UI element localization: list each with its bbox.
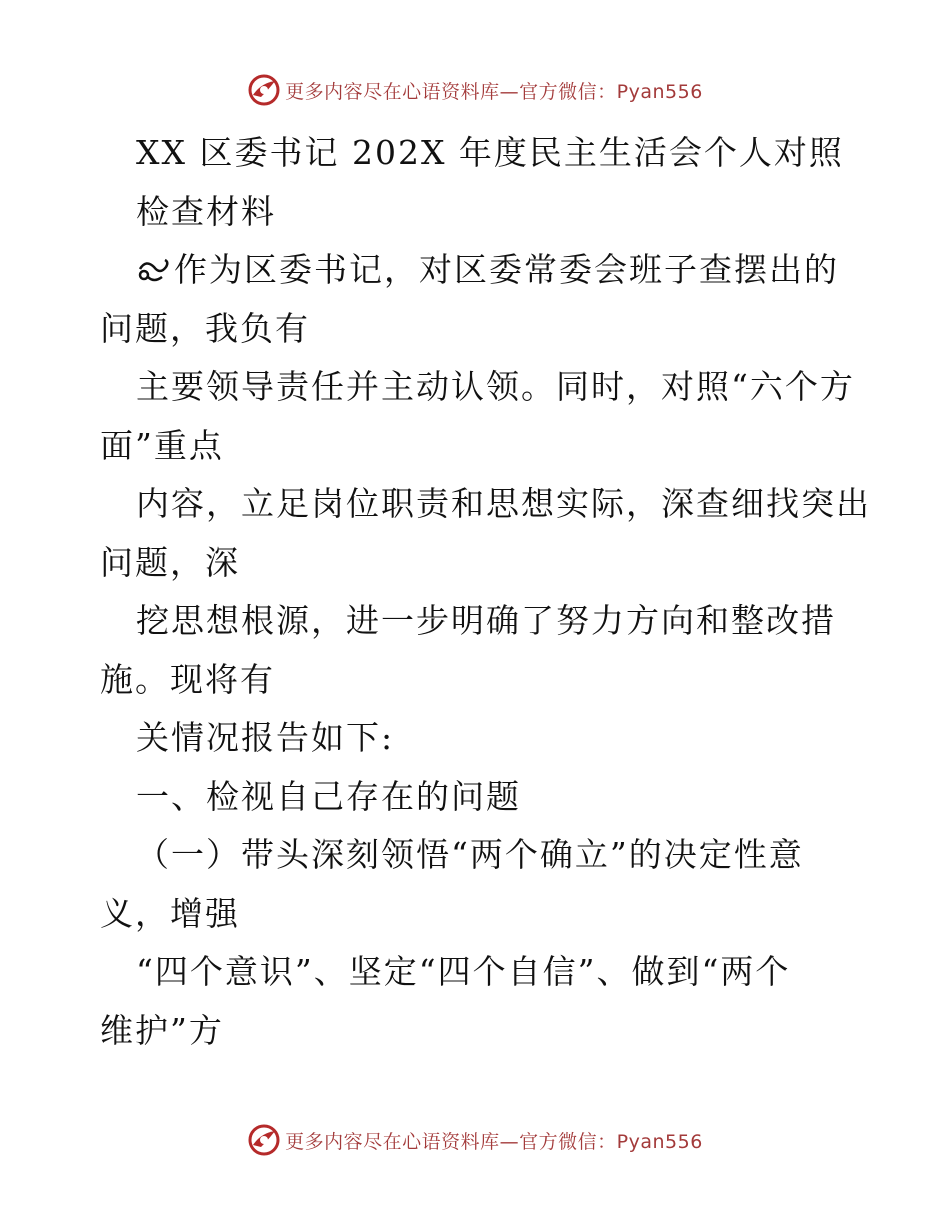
- ribbon-logo-icon: [247, 73, 281, 107]
- paragraph-text: 作为区委书记，对区委常委会班子查摆出的: [174, 250, 839, 289]
- footer-watermark-banner: [0, 1120, 950, 1160]
- document-body: [100, 124, 871, 1060]
- section-heading: 一、检视自己存在的问题: [136, 776, 521, 816]
- paragraph-line: [100, 241, 860, 300]
- document-title-line-1: XX 区委书记 202X 年度民主生活会个人对照: [136, 133, 844, 172]
- paragraph-line: 内容，立足岗位职责和思想实际，深查细找突出: [136, 484, 871, 523]
- paragraph-line: 问题，我负有: [100, 308, 310, 348]
- paragraph-line: 主要领导责任并主动认领。同时，对照“六个方: [136, 367, 855, 406]
- paragraph-line: “四个意识”、坚定“四个自信”、做到“两个: [136, 952, 791, 991]
- subsection-heading: （一）带头深刻领悟“两个确立”的决定性意: [136, 835, 804, 874]
- paragraph-line: 施。现将有: [100, 659, 275, 699]
- paragraph-line: 义，增强: [100, 893, 240, 933]
- header-watermark-banner: [0, 70, 950, 110]
- header-watermark-text: 更多内容尽在心语资料库—官方微信：Pyan556: [285, 80, 703, 103]
- paragraph-line: 关情况报告如下:: [136, 718, 395, 757]
- footer-watermark-text: 更多内容尽在心语资料库—官方微信：Pyan556: [285, 1130, 703, 1153]
- flourish-ornament-icon: [136, 255, 174, 285]
- paragraph-line: 面”重点: [100, 425, 224, 465]
- document-title-line-2: 检查材料: [136, 191, 276, 231]
- paragraph-line: 挖思想根源，进一步明确了努力方向和整改措: [136, 601, 836, 640]
- paragraph-line: 维护”方: [100, 1010, 224, 1050]
- ribbon-logo-icon: [247, 1123, 281, 1157]
- paragraph-line: 问题，深: [100, 542, 240, 582]
